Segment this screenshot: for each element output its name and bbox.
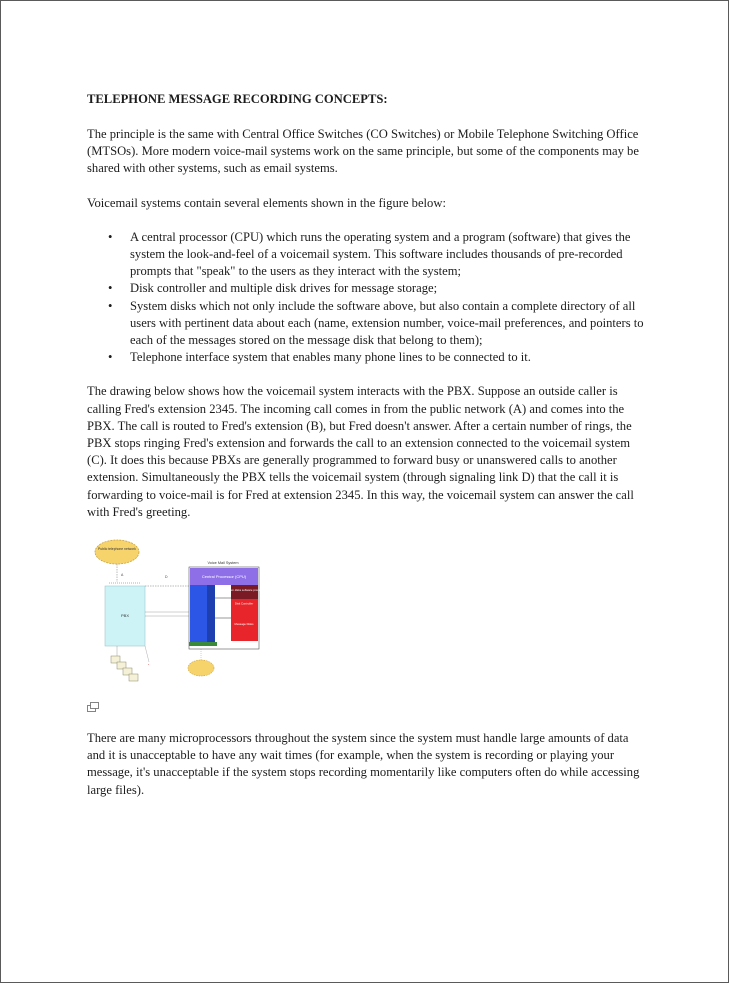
- system-disks-label: System disks software prompts: [224, 588, 264, 593]
- pbx-label: PBX: [120, 613, 130, 619]
- list-item: • Disk controller and multiple disk drives for message storage;: [130, 280, 647, 297]
- image-placeholder-svg: [87, 702, 99, 712]
- cpu-label: Central Processor (CPU): [201, 574, 247, 580]
- elements-paragraph: Voicemail systems contain several elements shown in the figure below:: [87, 195, 446, 210]
- email-cloud-shape: [188, 660, 214, 676]
- voicemail-diagram-svg: [87, 538, 267, 690]
- phone-mark: *: [148, 663, 150, 668]
- voicemail-diagram: [87, 538, 267, 690]
- bullet-icon: •: [108, 229, 113, 244]
- pbx-paragraph: The drawing below shows how the voicemail system interacts with the PBX. Suppose an outside caller is calling Fred's extension 2345. The incoming call comes in from the public network (A) and comes into the PBX. The call is routed to Fred's extension (B), but Fred doesn't answer. After a certain number of rings, the PBX stops ringing Fred's extension and forwards the call to an extension connected to the voicemail system (C). It does this because PBXs are generally programmed to forward busy or unanswered calls to another extension. Simultaneously the PBX tells the voicemail system (through signaling link D) that the call it is forwarding to voice-mail is for Fred at extension 2345. In this way, the voicemail system can answer the call with Fred's greeting.: [87, 384, 634, 519]
- phone-icon: [129, 674, 138, 681]
- interface-cards: [190, 585, 207, 645]
- extension-phones: [111, 646, 150, 681]
- list-item: • A central processor (CPU) which runs the operating system and a program (software) that gives the system the look-and-feel of a voicemail system. This software includes thousands of pre-recorded prompts that "speak" to the users as they interact with the system;: [108, 229, 631, 279]
- bullet-icon: •: [108, 281, 113, 296]
- document-body: [87, 91, 647, 816]
- image-placeholder-icon: [87, 700, 99, 710]
- bullet-icon: •: [108, 350, 113, 365]
- system-label: Voice Mail System: [207, 561, 239, 566]
- interface-backplane: [207, 585, 215, 645]
- document-title: TELEPHONE MESSAGE RECORDING CONCEPTS:: [87, 92, 388, 106]
- public-network-cloud: [95, 540, 139, 564]
- list-item: • Telephone interface system that enables many phone lines to be connected to it.: [130, 349, 647, 366]
- intro-paragraph: The principle is the same with Central Office Switches (CO Switches) or Mobile Telephone Switching Office (MTSOs). More modern voice-mail systems work on the same principle, but some of the components may be shared with other systems, such as email systems.: [87, 127, 639, 176]
- power-strip: [189, 642, 217, 646]
- cloud-label: Public telephone network: [98, 547, 136, 552]
- link-a-label: A: [121, 573, 124, 578]
- link-d-label: D: [165, 575, 168, 580]
- list-item: • System disks which not only include the software above, but also contain a complete directory of all users with pertinent data about each (name, extension number, voice-mail preferences, and pointers to each of the messages stored on the message disk that belong to them);: [108, 298, 644, 348]
- phone-line-2: [145, 646, 149, 662]
- message-disks-label: Message Disks: [234, 622, 254, 627]
- microprocessor-paragraph: There are many microprocessors throughout the system since the system must handle large amounts of data and it is unacceptable to have any wait times (for example, when the system is recording or playing your message, it's unacceptable if the system stops recording momentarily like computers often do while accessing large files).: [87, 731, 640, 797]
- cloud-shape: [95, 540, 139, 564]
- elements-list: [87, 229, 647, 367]
- bullet-icon: •: [108, 298, 113, 313]
- disk-controller-label: Disk Controller: [234, 601, 254, 606]
